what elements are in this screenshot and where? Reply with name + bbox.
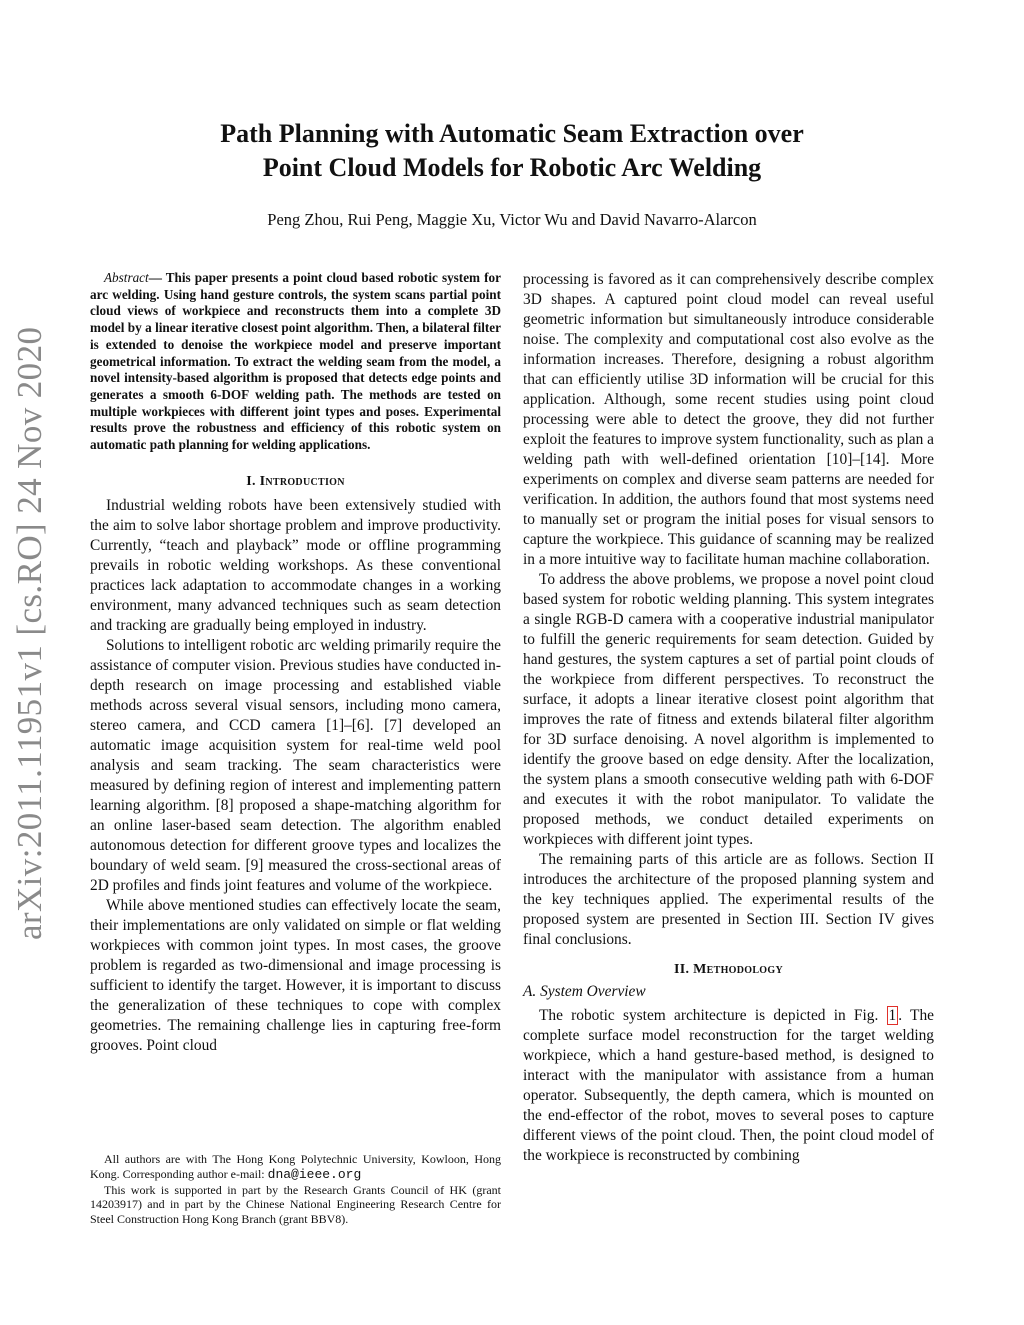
section-title: Introduction — [259, 473, 345, 489]
email-link[interactable]: dna@ieee.org — [267, 1166, 362, 1182]
right-paragraph-3: The remaining parts of this article are as follows. Section II introduces the architecture of the proposed planning system and the key techniques applied. The experimental results of the proposed system are presented in Section III. Section IV gives final conclusions. — [523, 851, 934, 948]
intro-paragraph-1: Industrial welding robots have been extensively studied with the aim to solve labor shortage problem and improve productivity. Currently, “teach and playback” mode or offline programming prevails in robotic welding workshops. As these conventional practices lack adaptation to accommodate changes in a working environment, many advanced techniques such as seam detection and tracking are gradually being employed in industry. — [90, 496, 501, 634]
subsection-heading: A. System Overview — [523, 983, 646, 1000]
footnotes — [90, 1152, 501, 1227]
right-paragraph-2: To address the above problems, we propose a novel point cloud based system for robotic welding planning. This system integrates a single RGB-D camera with a cooperative industrial manipulator to fulfill the generic requirements for seam detection. Guided by hand gestures, the system captures a set of partial point clouds of the workpiece from different perspectives. To reconstruct the surface, it adopts a linear iterative closest point algorithm that improves the rate of fitness and extends bilateral filter algorithm for 3D surface denoising. A novel algorithm is implemented to identify the groove based on edge density. After the localization, the system plans a smooth consecutive welding path with 6-DOF and executes it with the robot manipulator. To validate the proposed methods, we conduct detailed experiments on workpieces with different joint types. — [523, 571, 934, 848]
overview-paragraph — [523, 1006, 934, 1166]
section-number: II. — [674, 962, 690, 977]
intro-paragraph-3: While above mentioned studies can effectively locate the seam, their implementations are only validated on simple or flat welding workpieces with common joint types. In most cases, the groove problem is regarded as two-dimensional and image processing is sufficient to identify the target. However, it is important to discuss the generalization of these techniques to cope with complex geometries. The remaining challenge lies in capturing free-form grooves. Point cloud — [90, 896, 501, 1054]
intro-paragraph-2: Solutions to intelligent robotic arc welding primarily require the assistance of computer vision. Previous studies have conducted in-depth research on image processing and established viable methods across several visual sensors, including mono camera, stereo camera, and CCD camera [1]–[6]. [7] developed an automatic image acquisition system for real-time weld pool analysis and seam tracking. The seam characteristics were measured by defining region of interest and implementing pattern learning algorithm. [8] proposed a shape-matching algorithm for an online laser-based seam detection. The algorithm enabled autonomous detection for different groove types and localizes the boundary of weld seam. [9] measured the cross-sectional areas of 2D profiles and finds joint features and volume of the workpiece. — [90, 636, 501, 894]
section-heading-introduction — [90, 472, 501, 492]
abstract — [90, 270, 501, 454]
overview-text-start: The robotic system architecture is depicted in Fig. — [539, 1007, 887, 1024]
arxiv-identifier: arXiv:2011.11951v1 [cs.RO] 24 Nov 2020 — [10, 326, 49, 940]
title-line-1: Path Planning with Automatic Seam Extraction over — [220, 119, 804, 148]
footnote-affiliation-text: All authors are with The Hong Kong Polytechnic University, Kowloon, Hong Kong. Corresponding author e-mail: — [90, 1152, 501, 1181]
abstract-text: — This paper presents a point cloud based robotic system for arc welding. Using hand gesture controls, the system scans partial point cloud views of workpiece and reconstructs them into a complete 3D model by a linear iterative closest point algorithm. Then, a bilateral filter is extended to denoise the workpiece model and preserve important geometrical information. To extract the welding seam from the model, a novel intensity-based algorithm is proposed that detects edge points and generates a smooth 6-DOF welding path. The methods are tested on multiple workpieces with different joint types and poses. Experimental results prove the robustness and efficiency of this robotic system on automatic path planning for welding applications. — [90, 270, 501, 453]
title-line-2: Point Cloud Models for Robotic Arc Welding — [262, 153, 762, 182]
right-paragraph-1: processing is favored as it can comprehensively describe complex 3D shapes. A captured point cloud model can reveal useful geometric information but simultaneously introduce considerable noise. The complexity and computational cost also evolve as the information increases. Therefore, designing a robust algorithm that can efficiently utilise 3D information will be crucial for this application. Although, some recent studies using point cloud processing were able to detect the groove, they did not further exploit the features to improve system functionality, such as plan a welding path with well-defined orientation [10]–[14]. More experiments on complex and diverse seam patterns are needed for verification. In addition, the authors found that most systems need to manually set or program the initial poses for visual sensors to capture the workpiece. This guidance of scanning may be realized in a more intuitive way to facilitate human machine collaboration. — [523, 271, 934, 568]
section-heading-methodology — [523, 960, 934, 980]
left-column — [90, 270, 501, 1056]
section-number: I. — [246, 473, 256, 489]
paper-title — [90, 117, 934, 185]
overview-text-end: . The complete surface model reconstruction for the target welding workpiece, which a hand gesture-based method, is designed to interact with the manipulator with assistance from a human operator. Subsequently, the depth camera, which is mounted on the end-effector of the robot, moves to several poses to capture different views of the point cloud. Then, the point cloud model of the workpiece is reconstructed by combining — [523, 1007, 934, 1164]
figure-reference-link[interactable]: 1 — [888, 1007, 897, 1024]
footnote-funding: This work is supported in part by the Research Grants Council of HK (grant 14203917) and in part by the Chinese National Engineering Research Centre for Steel Construction Hong Kong Branch (grant BBV8). — [90, 1182, 501, 1227]
footnote-affiliation — [90, 1152, 501, 1183]
section-title: Methodology — [693, 962, 783, 977]
abstract-label: Abstract — [104, 270, 149, 285]
author-list: Peng Zhou, Rui Peng, Maggie Xu, Victor Wu and David Navarro-Alarcon — [267, 210, 757, 229]
right-column — [523, 270, 934, 1166]
